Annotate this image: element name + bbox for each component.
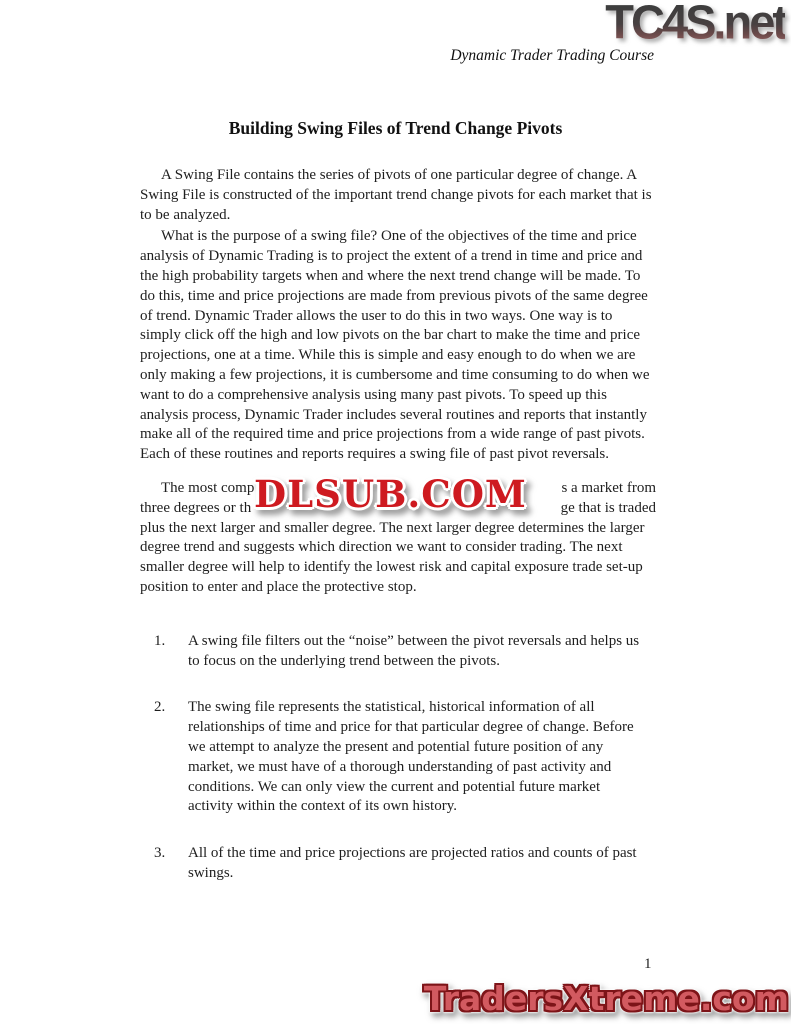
tc4s-logo-text: TC4S.net [605, 0, 785, 49]
paragraph-3 [140, 471, 656, 598]
list-item [154, 632, 646, 672]
tradersxtreme-logo [424, 980, 789, 1018]
list-item [154, 698, 646, 817]
list-item [154, 844, 646, 884]
course-subtitle: Dynamic Trader Trading Course [450, 47, 654, 64]
page-number: 1 [644, 956, 652, 972]
tc4s-logo [605, 0, 785, 49]
paragraph-3-line-1-right: s a market from [561, 479, 656, 496]
list-item-number: 1. [154, 632, 166, 649]
paragraph-3-line-1-left: The most comp [161, 479, 255, 496]
paragraph-2: What is the purpose of a swing file? One of the objectives of the time and price analysis of Dynamic Trading is to project the extent of a trend in time and price and the high probability targets when and where the next trend change will be made. To do this, time and price projections are made from previous pivots of the same degree of trend. Dynamic Trader allows the user to do this in two ways. One way is to simply click off the high and low pivots on the bar chart to make the time and price projections, one at a time. While this is simple and easy enough to do when we are only making a few projections, it is cumbersome and time consuming to do when we want to do a comprehensive analysis using many past pivots. To speed up this analysis process, Dynamic Trader includes several routines and reports that instantly make all of the required time and price projections from a wide range of past pivots. Each of these routines and reports requires a swing file of past pivot reversals. [140, 228, 650, 463]
paragraph-1: A Swing File contains the series of pivots of one particular degree of change. A Swing File is constructed of the important trend change pivots for each market that is to be analyzed. [140, 167, 652, 223]
paragraph-3-line-2-right: ge that is traded [560, 499, 656, 516]
list-item-number: 3. [154, 845, 166, 862]
page-title: Building Swing Files of Trend Change Pivots [228, 118, 563, 138]
numbered-list [140, 632, 656, 884]
list-item-text: A swing file filters out the “noise” between the pivot reversals and helps us to focus on the underlying trend between the pivots. [188, 632, 640, 669]
paragraph-3-line-2-left: three degrees or th [140, 499, 252, 516]
list-item-text: All of the time and price projections are projected ratios and counts of past swings. [188, 845, 637, 881]
paragraph-3-rest: plus the next larger and smaller degree. The next larger degree determines the larger degree trend and suggests which direction we want to consider trading. The next smaller degree will help to identify the lowest risk and capital exposure trade set-up position to enter and place the protective stop. [140, 519, 645, 595]
dlsub-watermark-text: DLSUB.COM [254, 471, 527, 516]
list-item-text: The swing file represents the statistical, historical information of all relationships of time and price for that particular degree of change. Before we attempt to analyze the present and potential future position of any market, we must have of a thorough understanding of past activity and conditions. We can only view the current and potential future market activity within the context of its own history. [188, 699, 634, 815]
dlsub-watermark [254, 471, 527, 517]
document-body [140, 166, 656, 884]
list-item-number: 2. [154, 699, 166, 716]
tradersxtreme-logo-text: TradersXtreme.com [423, 979, 789, 1018]
